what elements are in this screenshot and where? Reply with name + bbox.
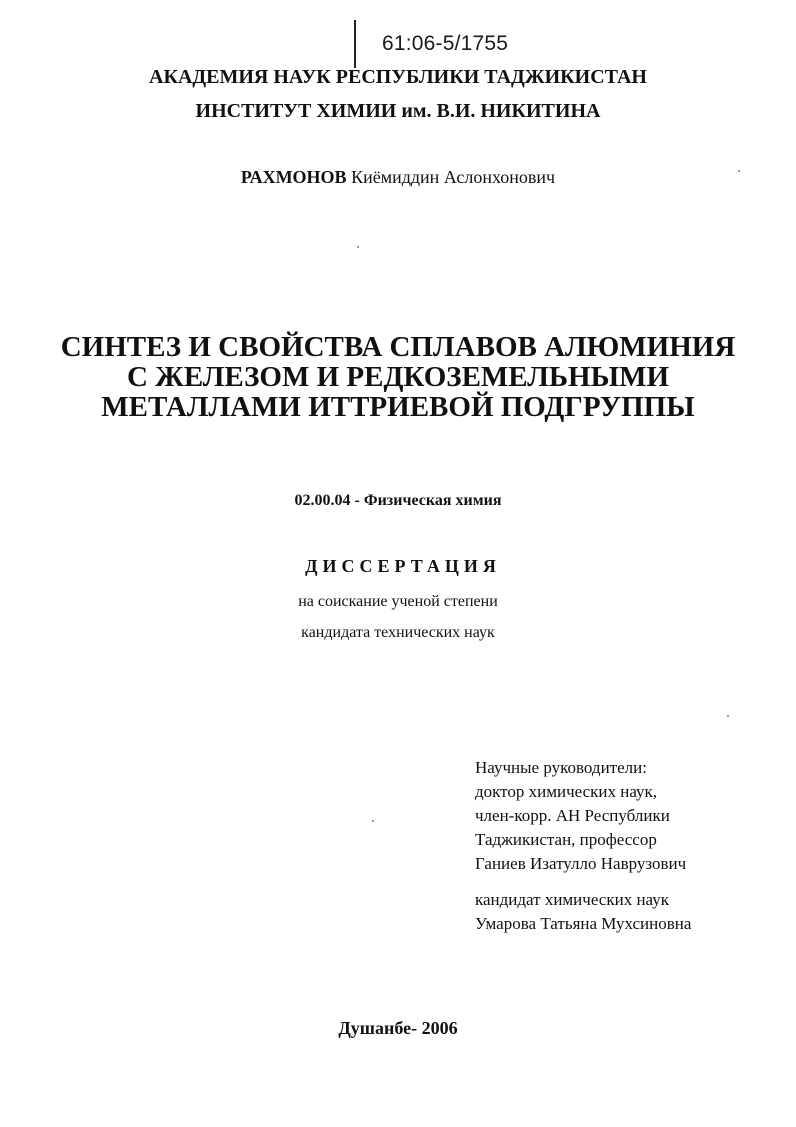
scan-speck [727, 715, 729, 717]
academy-name: АКАДЕМИЯ НАУК РЕСПУБЛИКИ ТАДЖИКИСТАН [149, 66, 647, 88]
supervisor-line: доктор химических наук, [475, 782, 658, 801]
place-and-year: Душанбе- 2006 [338, 1018, 458, 1038]
spacer [475, 876, 775, 888]
scan-speck [738, 170, 740, 172]
title-line: МЕТАЛЛАМИ ИТТРИЕВОЙ ПОДГРУППЫ [101, 391, 695, 423]
degree-line-2: кандидата технических наук [301, 624, 495, 641]
author-name [0, 167, 796, 188]
institute-name: ИНСТИТУТ ХИМИИ им. В.И. НИКИТИНА [195, 100, 601, 122]
supervisor-line: Ганиев Изатулло Наврузович [475, 854, 687, 873]
author-given-name: Киёмиддин Аслонхонович [351, 167, 556, 187]
library-stamp-code: 61:06-5/1755 [382, 32, 509, 55]
supervisor-line: Умарова Татьяна Мухсиновна [475, 914, 692, 933]
supervisor-line: Таджикистан, профессор [475, 830, 657, 849]
document-type: ДИССЕРТАЦИЯ [305, 556, 501, 576]
scan-speck [372, 820, 374, 822]
specialty-code: 02.00.04 - Физическая химия [294, 492, 502, 509]
scan-speck [357, 246, 359, 248]
supervisor-line: член-корр. АН Республики [475, 806, 670, 825]
supervisors-heading: Научные руководители: [475, 758, 647, 777]
supervisors-block [475, 756, 775, 936]
stamp-bar [354, 20, 356, 68]
degree-line-1: на соискание ученой степени [298, 593, 498, 610]
title-line: СИНТЕЗ И СВОЙСТВА СПЛАВОВ АЛЮМИНИЯ [60, 331, 736, 363]
title-line: С ЖЕЛЕЗОМ И РЕДКОЗЕМЕЛЬНЫМИ [126, 361, 670, 393]
dissertation-title [0, 332, 796, 422]
supervisor-line: кандидат химических наук [475, 890, 669, 909]
author-surname: РАХМОНОВ [240, 167, 347, 187]
